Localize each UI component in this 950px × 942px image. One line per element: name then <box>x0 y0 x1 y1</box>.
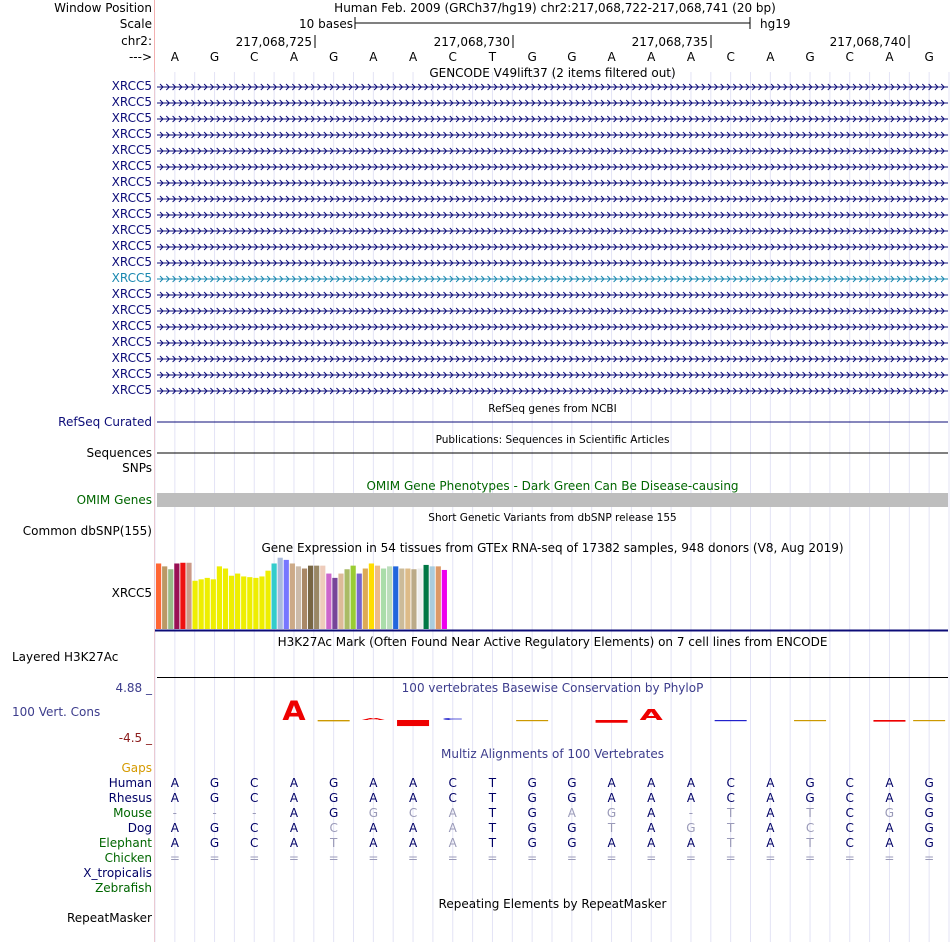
alignment-base: A <box>369 776 378 790</box>
alignment-base: T <box>607 821 616 835</box>
phylop-negative-mark <box>318 720 350 721</box>
gtex-tissue-bar <box>253 578 258 629</box>
alignment-base: T <box>329 836 338 850</box>
repeatmasker-track-label[interactable]: RepeatMasker <box>66 911 152 925</box>
alignment-base: A <box>448 836 457 850</box>
gtex-tissue-bar <box>265 571 270 629</box>
alignment-base: C <box>726 791 735 805</box>
alignment-base: G <box>924 776 934 790</box>
phylop-logo-letter: A <box>639 706 663 724</box>
alignment-base: T <box>488 821 497 835</box>
alignment-base: C <box>726 776 735 790</box>
multiz-species-label[interactable]: X_tropicalis <box>83 866 152 880</box>
alignment-base: C <box>805 821 815 835</box>
multiz-species-label[interactable]: Human <box>108 776 152 790</box>
reference-base: A <box>686 50 696 64</box>
gtex-tissue-bar <box>424 565 429 629</box>
gtex-tissue-bar <box>180 563 185 629</box>
strand-label: ---> <box>128 50 152 64</box>
gencode-gene-label[interactable]: XRCC5 <box>111 383 152 397</box>
alignment-base: - <box>172 806 178 820</box>
position-tick-label: 217,068,730 <box>433 35 510 49</box>
alignment-base: C <box>250 836 259 850</box>
reference-base: T <box>488 50 497 64</box>
alignment-base: C <box>329 821 338 835</box>
alignment-base: T <box>726 821 735 835</box>
gencode-gene-label[interactable]: XRCC5 <box>111 367 152 381</box>
reference-base: C <box>845 50 854 64</box>
phylop-logo-letter: A <box>361 717 385 721</box>
reference-base: A <box>408 50 418 64</box>
alignment-base: A <box>607 791 616 805</box>
gencode-gene-label[interactable]: XRCC5 <box>111 95 152 109</box>
gencode-gene-label[interactable]: XRCC5 <box>111 127 152 141</box>
phylop-negative-mark <box>596 720 628 723</box>
gencode-gene-label[interactable]: XRCC5 <box>111 111 152 125</box>
gtex-tissue-bar <box>174 563 179 629</box>
alignment-base: G <box>527 806 537 820</box>
alignment-base: G <box>686 821 696 835</box>
gtex-tissue-bar <box>399 569 404 629</box>
gtex-tissue-bar <box>436 566 441 629</box>
gencode-gene-label[interactable]: XRCC5 <box>111 207 152 221</box>
alignment-base: C <box>250 821 259 835</box>
alignment-base: = <box>487 851 498 865</box>
gtex-tissue-bar <box>308 566 313 629</box>
position-tick-label: 217,068,740 <box>829 35 906 49</box>
gtex-tissue-bar <box>314 566 319 629</box>
alignment-base: T <box>488 836 497 850</box>
alignment-base: C <box>845 836 854 850</box>
dbsnp-track-title[interactable]: Short Genetic Variants from dbSNP release 155 <box>428 512 677 524</box>
reference-base: A <box>766 50 775 64</box>
reference-base: G <box>924 50 934 64</box>
multiz-species-label[interactable]: Elephant <box>98 836 152 850</box>
gtex-tissue-bar <box>247 577 252 629</box>
alignment-base: T <box>806 806 814 820</box>
alignment-base: A <box>766 776 775 790</box>
h3k27ac-track-label[interactable]: Layered H3K27Ac <box>12 650 119 664</box>
alignment-base: A <box>289 776 299 790</box>
alignment-base: A <box>448 821 457 835</box>
gencode-gene-label[interactable]: XRCC5 <box>111 223 152 237</box>
gencode-gene-label[interactable]: XRCC5 <box>111 143 152 157</box>
alignment-base: G <box>328 776 339 790</box>
alignment-base: G <box>567 821 577 835</box>
gencode-gene-label[interactable]: XRCC5 <box>111 159 152 173</box>
alignment-base: A <box>369 791 378 805</box>
alignment-base: T <box>726 836 735 850</box>
gtex-tissue-bar <box>217 566 222 629</box>
alignment-base: = <box>169 851 180 865</box>
reference-base: C <box>726 50 735 64</box>
repeatmasker-track-title[interactable]: Repeating Elements by RepeatMasker <box>438 897 667 911</box>
refseq-track-label[interactable]: RefSeq Curated <box>58 415 152 429</box>
phylop-min-label: -4.5 _ <box>118 731 152 745</box>
alignment-base: = <box>288 851 299 865</box>
alignment-base: - <box>688 806 694 820</box>
reference-base: G <box>527 50 537 64</box>
gtex-tissue-bar <box>162 566 167 629</box>
gtex-tissue-bar <box>296 566 301 629</box>
dbsnp-track-label[interactable]: Common dbSNP(155) <box>22 524 152 538</box>
alignment-base: = <box>606 851 617 865</box>
alignment-base: G <box>209 776 220 790</box>
alignment-base: G <box>209 821 220 835</box>
gtex-tissue-bar <box>199 579 204 629</box>
snps-track-label[interactable]: SNPs <box>122 461 152 475</box>
alignment-base: = <box>328 851 339 865</box>
assembly-position-text: Human Feb. 2009 (GRCh37/hg19) chr2:217,068,722-217,068,741 (20 bp) <box>334 1 776 15</box>
phylop-logo-letter: A <box>282 695 306 727</box>
alignment-base: A <box>170 821 179 835</box>
alignment-base: A <box>369 836 378 850</box>
alignment-base: T <box>726 806 735 820</box>
gtex-tissue-bar <box>393 566 398 629</box>
chrom-label: chr2: <box>121 34 152 48</box>
phylop-negative-mark <box>715 720 747 721</box>
alignment-base: G <box>924 821 934 835</box>
omim-phenotype-bar <box>157 493 948 507</box>
alignment-base: G <box>567 776 577 790</box>
phylop-track-label[interactable]: 100 Vert. Cons <box>12 705 101 719</box>
alignment-base: A <box>686 791 696 805</box>
alignment-base: G <box>328 791 339 805</box>
alignment-base: C <box>408 806 418 820</box>
gtex-tissue-bar <box>205 578 210 629</box>
alignment-base: = <box>805 851 816 865</box>
gtex-tissue-bar <box>332 578 337 629</box>
alignment-base: C <box>250 791 259 805</box>
scale-db: hg19 <box>760 17 791 31</box>
phylop-negative-mark <box>913 720 945 721</box>
alignment-base: G <box>805 791 815 805</box>
alignment-base: A <box>686 776 696 790</box>
alignment-base: A <box>408 776 418 790</box>
gtex-tissue-bar <box>338 574 343 629</box>
gtex-tissue-bar <box>351 566 356 629</box>
phylop-track-title[interactable]: 100 vertebrates Basewise Conservation by PhyloP <box>401 681 704 695</box>
refseq-track-title[interactable]: RefSeq genes from NCBI <box>488 403 617 415</box>
gtex-gene-label[interactable]: XRCC5 <box>111 586 152 600</box>
gtex-tissue-bar <box>223 569 228 629</box>
alignment-base: C <box>845 776 854 790</box>
alignment-base: A <box>766 836 775 850</box>
alignment-base: = <box>725 851 736 865</box>
reference-base: C <box>250 50 259 64</box>
gtex-tissue-bar <box>326 574 331 629</box>
multiz-species-label[interactable]: Mouse <box>113 806 152 820</box>
phylop-negative-mark <box>397 720 429 726</box>
alignment-base: = <box>447 851 458 865</box>
alignment-base: A <box>369 821 378 835</box>
gtex-tissue-bar <box>156 563 161 629</box>
reference-base: G <box>567 50 577 64</box>
gencode-gene-label[interactable]: XRCC5 <box>111 335 152 349</box>
alignment-base: T <box>488 776 497 790</box>
gtex-track-title[interactable]: Gene Expression in 54 tissues from GTEx RNA-seq of 17382 samples, 948 donors (V8, Aug 2019) <box>261 541 844 555</box>
reference-base: A <box>647 50 656 64</box>
reference-base: A <box>885 50 894 64</box>
gencode-gene-label[interactable]: XRCC5 <box>111 255 152 269</box>
gtex-tissue-bar <box>211 579 216 629</box>
alignment-base: G <box>209 791 220 805</box>
alignment-base: G <box>567 836 577 850</box>
gtex-tissue-bar <box>290 563 295 629</box>
gtex-tissue-bar <box>363 569 368 629</box>
gencode-gene-label[interactable]: XRCC5 <box>111 271 152 285</box>
gencode-gene-label[interactable]: XRCC5 <box>111 351 152 365</box>
gtex-tissue-bar <box>417 569 422 629</box>
alignment-base: - <box>252 806 257 820</box>
alignment-base: C <box>250 776 259 790</box>
alignment-base: G <box>368 806 378 820</box>
multiz-species-label[interactable]: Zebrafish <box>95 881 152 895</box>
alignment-base: A <box>607 836 616 850</box>
scale-label: Scale <box>119 17 152 31</box>
alignment-base: T <box>488 791 497 805</box>
gtex-tissue-bar <box>235 574 240 629</box>
gtex-tissue-bar <box>387 566 392 629</box>
alignment-base: = <box>209 851 220 865</box>
gencode-gene-label[interactable]: XRCC5 <box>111 239 152 253</box>
alignment-base: A <box>766 806 775 820</box>
alignment-base: A <box>607 776 616 790</box>
alignment-base: = <box>249 851 260 865</box>
alignment-base: = <box>884 851 895 865</box>
publications-track-label[interactable]: Sequences <box>86 446 152 460</box>
alignment-base: G <box>209 836 220 850</box>
gtex-tissue-bar <box>259 576 264 629</box>
scale-text: 10 bases <box>299 17 353 31</box>
gtex-tissue-bar <box>229 576 234 629</box>
gtex-tissue-bar <box>278 558 283 629</box>
omim-track-label[interactable]: OMIM Genes <box>76 493 152 507</box>
reference-base: G <box>328 50 339 64</box>
position-tick-label: 217,068,735 <box>631 35 708 49</box>
alignment-base: G <box>527 836 537 850</box>
phylop-negative-mark <box>794 720 826 721</box>
gencode-gene-label[interactable]: XRCC5 <box>111 79 152 93</box>
position-tick-label: 217,068,725 <box>235 35 312 49</box>
gtex-tissue-bar <box>186 563 191 629</box>
alignment-base: A <box>448 806 457 820</box>
multiz-species-label[interactable]: Dog <box>127 821 152 835</box>
alignment-base: = <box>646 851 657 865</box>
gtex-tissue-bar <box>168 569 173 629</box>
reference-base: A <box>289 50 299 64</box>
reference-base: A <box>170 50 179 64</box>
alignment-base: A <box>766 791 775 805</box>
gencode-gene-label[interactable]: XRCC5 <box>111 287 152 301</box>
alignment-base: A <box>647 791 656 805</box>
gtex-tissue-bar <box>320 566 325 629</box>
alignment-base: = <box>765 851 776 865</box>
gtex-tissue-bar <box>192 581 197 629</box>
publications-track-title[interactable]: Publications: Sequences in Scientific Articles <box>435 434 670 446</box>
alignment-base: A <box>289 821 299 835</box>
alignment-base: G <box>527 821 537 835</box>
alignment-base: A <box>170 791 179 805</box>
alignment-base: A <box>885 821 894 835</box>
gtex-tissue-bar <box>405 569 410 629</box>
alignment-base: G <box>606 806 617 820</box>
gtex-tissue-bar <box>284 560 289 629</box>
gtex-tissue-bar <box>442 570 447 629</box>
omim-track-title[interactable]: OMIM Gene Phenotypes - Dark Green Can Be Disease-causing <box>366 479 739 493</box>
gtex-tissue-bar <box>411 569 416 629</box>
alignment-base: G <box>527 791 537 805</box>
alignment-base: A <box>686 836 696 850</box>
multiz-gaps-label[interactable]: Gaps <box>121 761 152 775</box>
alignment-base: A <box>289 836 299 850</box>
alignment-base: C <box>845 791 854 805</box>
gtex-tissue-bar <box>375 566 380 629</box>
alignment-base: T <box>488 806 497 820</box>
alignment-base: G <box>924 806 934 820</box>
gtex-tissue-bar <box>241 576 246 629</box>
multiz-species-label[interactable]: Chicken <box>104 851 152 865</box>
alignment-base: C <box>448 776 457 790</box>
alignment-base: G <box>805 776 815 790</box>
window-position-label: Window Position <box>54 1 152 15</box>
alignment-base: = <box>844 851 855 865</box>
gencode-gene-label[interactable]: XRCC5 <box>111 303 152 317</box>
alignment-base: A <box>647 821 656 835</box>
alignment-base: G <box>527 776 537 790</box>
alignment-base: = <box>408 851 419 865</box>
alignment-base: A <box>885 776 894 790</box>
alignment-base: A <box>647 776 656 790</box>
gtex-tissue-bar <box>272 563 277 629</box>
gtex-tissue-bar <box>302 569 307 629</box>
alignment-base: A <box>647 806 656 820</box>
alignment-base: = <box>566 851 577 865</box>
alignment-base: G <box>884 806 895 820</box>
h3k27ac-track-title[interactable]: H3K27Ac Mark (Often Found Near Active Regulatory Elements) on 7 cell lines from ENCODE <box>277 635 828 649</box>
gtex-tissue-bar <box>430 566 435 629</box>
alignment-base: A <box>885 791 894 805</box>
reference-base: A <box>607 50 616 64</box>
phylop-negative-mark <box>516 720 548 721</box>
alignment-base: A <box>170 776 179 790</box>
alignment-base: G <box>924 791 934 805</box>
gtex-tissue-bar <box>357 574 362 629</box>
reference-base: G <box>209 50 220 64</box>
alignment-base: A <box>885 836 894 850</box>
alignment-base: = <box>368 851 379 865</box>
alignment-base: A <box>567 806 576 820</box>
alignment-base: A <box>766 821 775 835</box>
alignment-base: C <box>845 806 854 820</box>
gencode-gene-label[interactable]: XRCC5 <box>111 175 152 189</box>
alignment-base: A <box>289 806 299 820</box>
alignment-base: C <box>845 821 854 835</box>
phylop-logo-letter: C <box>441 717 464 721</box>
alignment-base: A <box>289 791 299 805</box>
reference-base: A <box>369 50 378 64</box>
alignment-base: = <box>527 851 538 865</box>
multiz-species-label[interactable]: Rhesus <box>108 791 152 805</box>
gtex-tissue-bar <box>344 569 349 629</box>
alignment-base: = <box>924 851 935 865</box>
gencode-gene-label[interactable]: XRCC5 <box>111 191 152 205</box>
reference-base: C <box>448 50 457 64</box>
gtex-tissue-bar <box>381 569 386 629</box>
alignment-base: A <box>647 836 656 850</box>
multiz-track-title[interactable]: Multiz Alignments of 100 Vertebrates <box>440 747 665 761</box>
gtex-tissue-bar <box>369 563 374 629</box>
alignment-base: G <box>924 836 934 850</box>
phylop-max-label: 4.88 _ <box>115 681 152 695</box>
phylop-negative-mark <box>873 720 905 722</box>
alignment-base: G <box>567 791 577 805</box>
alignment-base: G <box>328 806 339 820</box>
gencode-track-title[interactable]: GENCODE V49lift37 (2 items filtered out) <box>429 66 676 80</box>
alignment-base: A <box>408 836 418 850</box>
alignment-base: - <box>212 806 217 820</box>
alignment-base: = <box>685 851 696 865</box>
alignment-base: A <box>408 791 418 805</box>
alignment-base: C <box>448 791 457 805</box>
reference-base: G <box>805 50 815 64</box>
alignment-base: T <box>806 836 814 850</box>
gencode-gene-label[interactable]: XRCC5 <box>111 319 152 333</box>
alignment-base: A <box>408 821 418 835</box>
alignment-base: A <box>170 836 179 850</box>
